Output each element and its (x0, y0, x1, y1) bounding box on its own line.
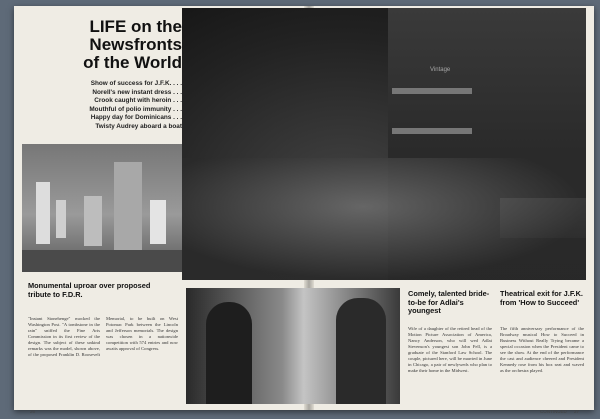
balcony-rail (392, 128, 472, 134)
page-number-right: 27 (574, 409, 580, 414)
woman-figure (206, 302, 252, 404)
bride-body-text: Wife of a daughter of the retired head of the Motion Picture Association of America, Nancy Anderson, who will wed Adlai Stevenson's youngest son John Fell, is a graduate of the Stanford Law School. The couple, pictured here, will be married in June in Chicago, a pair of newlyweds who plan to make their home in the Midwest. (408, 326, 492, 373)
memorial-caption-title: Monumental uproar over proposed tribute to F.D.R. (28, 281, 151, 299)
headline-line-1: LIFE on the (89, 17, 182, 36)
slab (36, 182, 50, 244)
slab (114, 162, 142, 250)
headline-line-3: of the World (83, 53, 182, 72)
man-figure (336, 298, 386, 404)
story-index (22, 80, 182, 132)
exit-caption-title: Theatrical exit for J.F.K. from 'How to Succeed' (500, 289, 583, 307)
index-item: Twisty Audrey aboard a boat (95, 122, 182, 130)
slab (84, 196, 102, 246)
slab (56, 200, 66, 238)
index-item: Mouthful of polio immunity . . . (89, 105, 182, 113)
model-base (22, 250, 188, 272)
theater-audience-photo (182, 8, 586, 280)
headline-block (22, 18, 182, 132)
balcony-rail (392, 88, 472, 94)
continued-label: CONTINUED (540, 409, 567, 414)
slab (150, 200, 166, 244)
headline-title (22, 18, 182, 72)
memorial-model-photo (22, 144, 188, 272)
headline-line-2: Newsfronts (89, 35, 182, 54)
watermark: Vintage (430, 67, 451, 73)
crowd (182, 158, 586, 280)
index-item: Happy day for Dominicans . . . (90, 114, 182, 122)
memorial-body-text: "Instant Stonehenge" mocked the Washington Post. "A tombstone in the rain" sniffed the Fine Arts Commission in its first review of the design. The subject of these unkind remarks was the model, shown above, of the proposed Franklin D. Roosevelt Memorial, to be built on West Potomac Park between the Lincoln and Jefferson memorials. The design was chosen in a nationwide competition with 574 entries and now awaits approval of Congress. (28, 316, 178, 357)
index-item: Crook caught with heroin . . . (94, 97, 182, 105)
couple-photo (186, 288, 400, 404)
page-number-left: 26 (30, 409, 36, 414)
index-item: Norell's new instant dress . . . (92, 88, 182, 96)
bride-caption-title: Comely, talented bride-to-be for Adlai's youngest (408, 289, 490, 315)
index-item: Show of success for J.F.K. . . . (90, 80, 182, 87)
exit-body-text: The fifth anniversary performance of the Broadway musical How to Succeed in Business Without Really Trying became a special occasion when the President came to see the show. At the end of the performance the cast and audience cheered and President Kennedy rose from his box seat and waved as the orchestra played. (500, 326, 584, 373)
